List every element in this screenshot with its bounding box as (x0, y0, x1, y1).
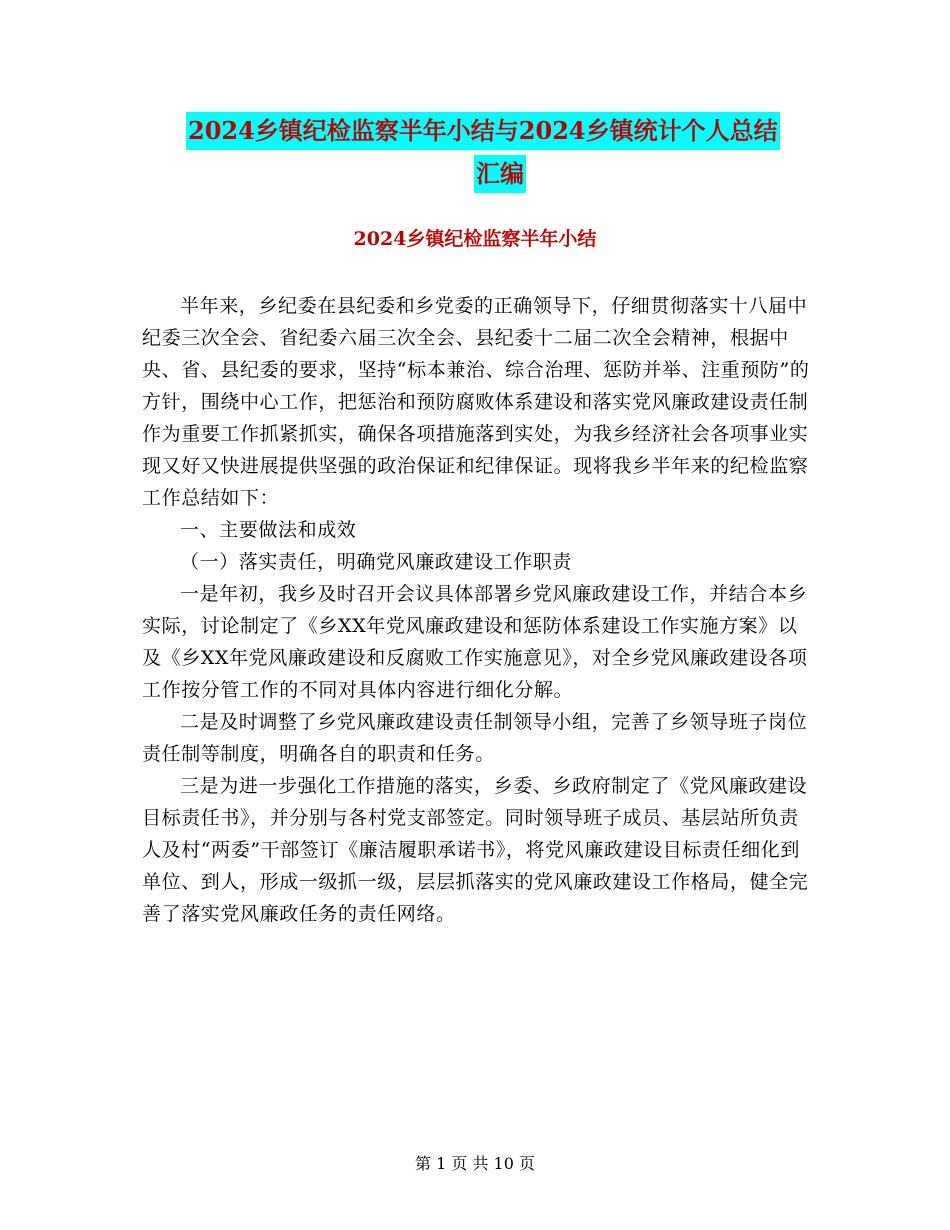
paragraph-point-2: 二是及时调整了乡党风廉政建设责任制领导小组，完善了乡领导班子岗位责任制等制度，明确各自的职责和任务。 (142, 711, 808, 765)
paragraph-point-1: 一是年初，我乡及时召开会议具体部署乡党风廉政建设工作，并结合本乡实际，讨论制定了《乡XX年党风廉政建设和惩防体系建设工作实施方案》以及《乡XX年党风廉政建设和反腐败工作实施意见》，对全乡党风廉政建设各项工作按分管工作的不同对具体内容进行细化分解。 (142, 583, 808, 701)
section-subtitle: 2024乡镇纪检监察半年小结 (353, 228, 597, 250)
page-footer: 第 1 页 共 10 页 (415, 1154, 535, 1173)
paragraph-point-3: 三是为进一步强化工作措施的落实，乡委、乡政府制定了《党风廉政建设目标责任书》，并分别与各村党支部签定。同时领导班子成员、基层站所负责人及村“两委”干部签订《廉洁履职承诺书》，将党风廉政建设目标责任细化到单位、到人，形成一级抓一级，层层抓落实的党风廉政建设工作格局，健全完善了落实党风廉政任务的责任网络。 (142, 775, 809, 925)
title-line-2: 汇编 (474, 155, 526, 193)
heading-main-practices: 一、主要做法和成效 (180, 519, 357, 541)
heading-subsection-1: （一）落实责任，明确党风廉政建设工作职责 (180, 551, 573, 573)
paragraph-intro: 半年来，乡纪委在县纪委和乡党委的正确领导下，仔细贯彻落实十八届中纪委三次全会、省纪委六届三次全会、县纪委十二届二次全会精神，根据中央、省、县纪委的要求，坚持“标本兼治、综合治理、惩防并举、注重预防”的方针，围绕中心工作，把惩治和预防腐败体系建设和落实党风廉政建设责任制作为重要工作抓紧抓实，确保各项措施落到实处，为我乡经济社会各项事业实现又好又快进展提供坚强的政治保证和纪律保证。现将我乡半年来的纪检监察工作总结如下： (142, 295, 810, 509)
document-body (142, 290, 812, 930)
title-line-1: 2024乡镇纪检监察半年小结与2024乡镇统计个人总结 (186, 112, 780, 150)
